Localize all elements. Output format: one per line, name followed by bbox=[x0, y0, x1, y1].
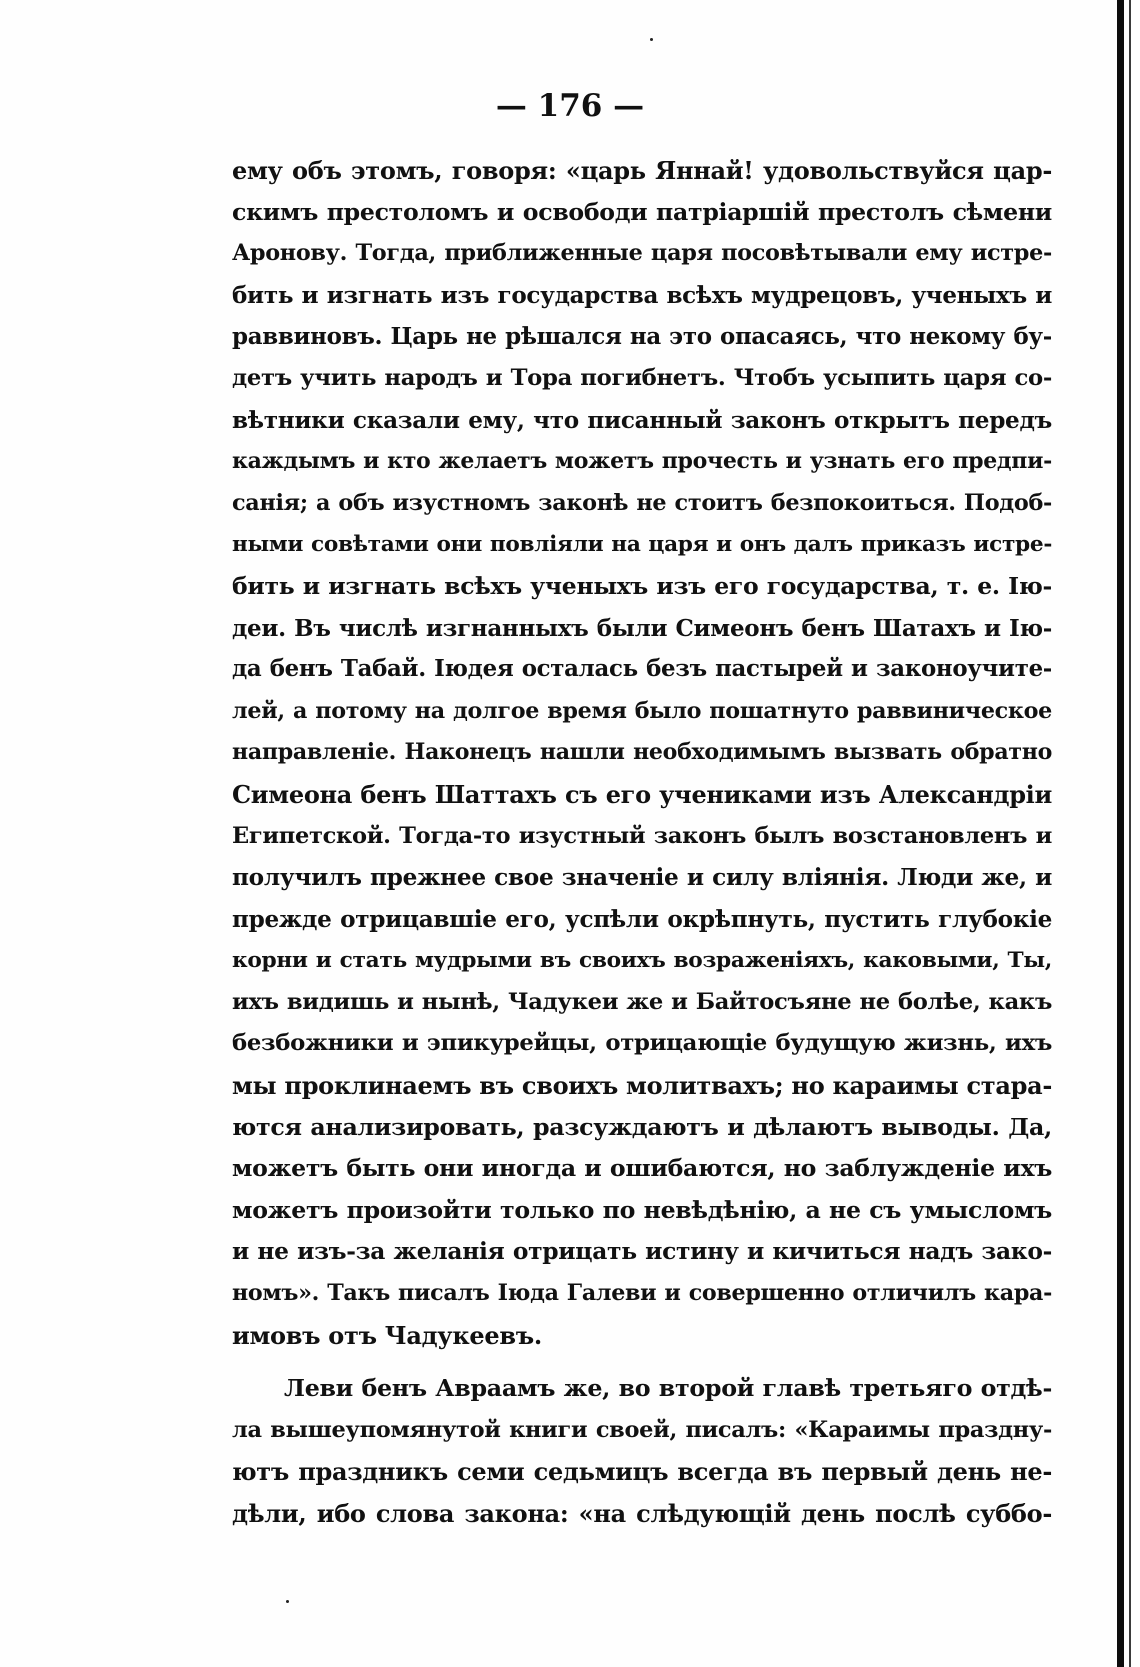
text-line: вѣтники сказали ему, что писанный законъ открытъ передъ bbox=[232, 406, 1052, 434]
text-line: деи. Въ числѣ изгнанныхъ были Симеонъ бенъ Шатахъ и Ію- bbox=[232, 614, 1052, 642]
text-line: Симеона бенъ Шаттахъ съ его учениками изъ Александріи bbox=[232, 779, 1052, 809]
text-line: раввиновъ. Царь не рѣшался на это опасаясь, что некому бу- bbox=[232, 323, 1052, 351]
text-line: скимъ престоломъ и освободи патріаршій престолъ сѣмени bbox=[232, 197, 1052, 226]
text-line: номъ». Такъ писалъ Іюда Галеви и совершенно отличилъ кара- bbox=[232, 1280, 1052, 1307]
text-line: можетъ произойти только по невѣдѣнію, а не съ умысломъ bbox=[232, 1195, 1052, 1224]
text-line: безбожники и эпикурейцы, отрицающіе будущую жизнь, ихъ bbox=[232, 1030, 1052, 1057]
text-line: ными совѣтами они повліяли на царя и онъ далъ приказъ истре- bbox=[232, 532, 1052, 558]
text-line: ему объ этомъ, говоря: «царь Яннай! удовольствуйся цар- bbox=[232, 156, 1052, 185]
print-speck bbox=[286, 1600, 289, 1603]
page-edge-shadow bbox=[1117, 0, 1124, 1667]
paragraph-gap bbox=[232, 1356, 1052, 1368]
text-line: бить и изгнать изъ государства всѣхъ мудрецовъ, ученыхъ и bbox=[232, 281, 1052, 309]
text-line: корни и стать мудрыми въ своихъ возраженіяхъ, каковыми, Ты, bbox=[232, 948, 1052, 974]
text-line: ютъ праздникъ семи седьмицъ всегда въ первый день не- bbox=[232, 1457, 1052, 1487]
text-line: прежде отрицавшіе его, успѣли окрѣпнуть, пустить глубокіе bbox=[232, 905, 1052, 933]
text-line: ла вышеупомянутой книги своей, писалъ: «Караимы праздну- bbox=[232, 1416, 1052, 1443]
text-line: направленіе. Наконецъ нашли необходимымъ вызвать обратно bbox=[232, 739, 1052, 766]
text-line: детъ учить народъ и Тора погибнетъ. Чтобъ усыпить царя со- bbox=[232, 364, 1052, 391]
text-line: лей, а потому на долгое время было пошатнуто раввиническое bbox=[232, 697, 1052, 724]
text-line: каждымъ и кто желаетъ можетъ прочесть и узнать его предпи- bbox=[232, 448, 1052, 475]
page-edge-line bbox=[1129, 0, 1131, 1667]
text-line: Египетской. Тогда-то изустный законъ былъ возстановленъ и bbox=[232, 822, 1052, 849]
text-line: получилъ прежнее свое значеніе и силу вліянія. Люди же, и bbox=[232, 864, 1052, 892]
text-line: санія; а объ изустномъ законѣ не стоитъ безпокоиться. Подоб- bbox=[232, 489, 1052, 516]
text-line: можетъ быть они иногда и ошибаются, но заблужденіе ихъ bbox=[232, 1154, 1052, 1183]
text-line: да бенъ Табай. Іюдея осталась безъ пастырей и законоучите- bbox=[232, 656, 1052, 683]
body-text bbox=[232, 150, 1052, 1535]
text-line: ихъ видишь и нынѣ, Чадукеи же и Байтосъяне не болѣе, какъ bbox=[232, 988, 1052, 1015]
paragraph-2 bbox=[232, 1368, 1052, 1534]
text-line: мы проклинаемъ въ своихъ молитвахъ; но караимы стара- bbox=[232, 1071, 1052, 1101]
print-speck bbox=[650, 38, 653, 41]
text-line: Леви бенъ Авраамъ же, во второй главѣ третьяго отдѣ- bbox=[284, 1374, 1052, 1403]
text-line: дѣли, ибо слова закона: «на слѣдующій день послѣ суббо- bbox=[232, 1499, 1052, 1528]
page-number: — 176 — bbox=[495, 88, 645, 124]
text-line: Аронову. Тогда, приближенные царя посовѣтывали ему истре- bbox=[232, 240, 1052, 267]
text-line: бить и изгнать всѣхъ ученыхъ изъ его государства, т. е. Ію- bbox=[232, 571, 1052, 600]
text-line: ются анализировать, разсуждаютъ и дѣлаютъ выводы. Да, bbox=[232, 1112, 1052, 1141]
text-line: имовъ отъ Чадукеевъ. bbox=[232, 1320, 542, 1350]
paragraph-1 bbox=[232, 150, 1052, 1356]
text-line: и не изъ-за желанія отрицать истину и кичиться надъ зако- bbox=[232, 1237, 1052, 1266]
